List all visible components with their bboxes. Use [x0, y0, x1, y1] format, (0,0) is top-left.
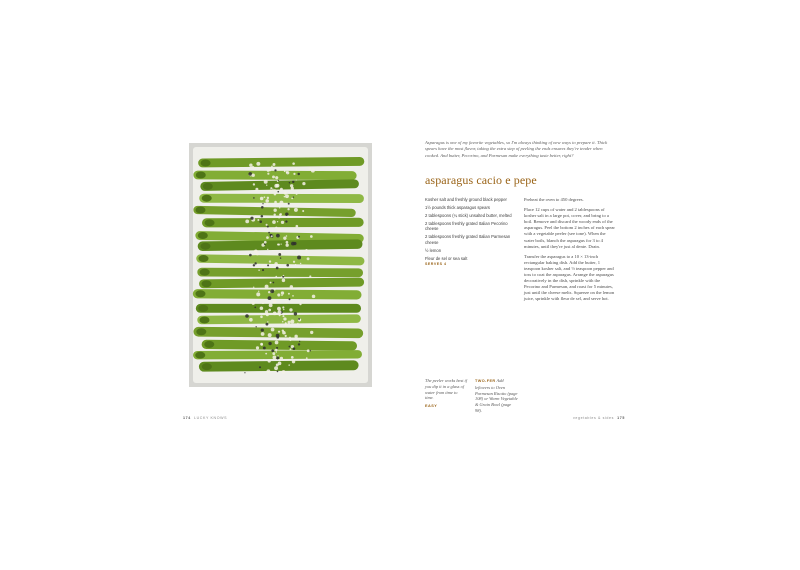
cheese-fleck [284, 196, 286, 198]
cheese-fleck [297, 255, 301, 259]
asparagus-tip [196, 172, 206, 179]
cheese-fleck [273, 311, 277, 315]
cheese-fleck [292, 162, 295, 165]
cheese-fleck [294, 208, 298, 212]
recipe-intro: Asparagus is one of my favorite vegetables, so I'm always thinking of new ways to prepare it. Thick spears have the most flavor, taking the extra step of peeling the ends ensures they're tender when cooked. And butter, Pecorino, and Parmesan make everything taste better, right? [425, 140, 608, 158]
cheese-fleck [271, 166, 273, 168]
cheese-fleck [274, 169, 276, 171]
cheese-fleck [281, 221, 284, 224]
cheese-fleck [292, 295, 294, 297]
cheese-fleck [265, 199, 269, 203]
cheese-fleck [289, 337, 291, 339]
cheese-fleck [289, 339, 291, 341]
asparagus-tip [196, 328, 206, 335]
asparagus-tip [202, 195, 212, 202]
cheese-fleck [295, 168, 297, 170]
cheese-fleck [289, 182, 290, 183]
asparagus-spear [197, 354, 358, 355]
cheese-fleck [276, 234, 280, 238]
cheese-fleck [275, 227, 278, 230]
cheese-fleck [299, 303, 301, 305]
cheese-fleck [275, 349, 278, 352]
cheese-fleck [278, 253, 281, 256]
cheese-fleck [293, 196, 294, 197]
cheese-fleck [291, 242, 295, 246]
cheese-fleck [277, 191, 279, 193]
cheese-fleck [277, 227, 281, 231]
cheese-fleck [276, 267, 279, 270]
cheese-fleck [278, 310, 282, 314]
cheese-fleck [274, 214, 276, 216]
cheese-fleck [281, 295, 282, 296]
asparagus-dish-illustration [189, 143, 372, 387]
cheese-fleck [286, 241, 289, 244]
cheese-fleck [258, 291, 259, 292]
cheese-fleck [256, 346, 259, 349]
ingredient-list [425, 197, 517, 264]
cheese-fleck [261, 206, 264, 209]
cheese-fleck [272, 352, 275, 355]
cheese-fleck [312, 295, 316, 299]
asparagus-photo [189, 143, 372, 387]
cheese-fleck [267, 197, 269, 199]
cheese-fleck [305, 249, 308, 252]
method-step: Transfer the asparagus to a 10 × 13-inch rectangular baking dish. Add the butter, 1 teaspoon kosher salt, and ½ teaspoon pepper and toss to coat the asparagus. Arrange the asparagus decoratively in the dish, sprinkle with the Pecorino and Parmesan, and roast for 5 minutes, just until the cheese melts. Squeeze on the lemon juice, sprinkle with fleur de sel, and serve hot. [524, 253, 615, 302]
cheese-fleck [256, 162, 260, 166]
cheese-fleck [287, 208, 289, 210]
cheese-fleck [253, 183, 255, 185]
asparagus-tip [196, 207, 206, 214]
cheese-fleck [289, 346, 291, 348]
cheese-fleck [244, 372, 245, 373]
cheese-fleck [254, 306, 256, 308]
cheese-fleck [252, 174, 255, 177]
cheese-fleck [269, 303, 273, 307]
cheese-fleck [282, 329, 284, 331]
cheese-fleck [256, 292, 260, 296]
cheese-fleck [267, 173, 269, 175]
peeler-note: The peeler works best if you dip it in a glass of water from time to time. [425, 378, 467, 401]
cheese-fleck [254, 249, 258, 253]
asparagus-tip [198, 305, 208, 312]
cheese-fleck [296, 193, 298, 195]
cheese-fleck [261, 215, 264, 218]
cheese-fleck [278, 216, 280, 218]
asparagus-spear [202, 244, 357, 246]
cheese-fleck [268, 342, 271, 345]
cheese-fleck [264, 313, 266, 315]
cheese-fleck [279, 314, 281, 316]
tip-text: Add leftovers to Oven Parmesan Risotto (page 108) or Warm Vegetable & Grain Bowl (page 98). [475, 378, 518, 413]
cheese-fleck [276, 184, 280, 188]
cheese-fleck [262, 302, 264, 304]
cheese-fleck [275, 276, 277, 278]
cheese-fleck [273, 300, 277, 304]
asparagus-tip [202, 280, 212, 287]
cheese-fleck [283, 317, 286, 320]
cheese-fleck [266, 224, 268, 226]
tip-label: TWO-FER [475, 379, 496, 383]
cheese-fleck [270, 289, 274, 293]
cheese-fleck [282, 276, 284, 278]
cheese-fleck [268, 309, 271, 312]
asparagus-spear [203, 161, 360, 163]
folio-right [573, 416, 625, 420]
cheese-fleck [259, 220, 262, 223]
cheese-fleck [270, 187, 272, 189]
cheese-fleck [250, 217, 253, 220]
cheese-fleck [302, 210, 304, 212]
cheese-fleck [285, 324, 288, 327]
cheese-fleck [288, 321, 291, 324]
cheese-fleck [277, 180, 279, 182]
cheese-fleck [276, 334, 280, 338]
cheese-fleck [280, 357, 283, 360]
cheese-fleck [272, 220, 276, 224]
cheese-fleck [267, 249, 268, 250]
cheese-fleck [273, 209, 276, 212]
cheese-fleck [268, 333, 272, 337]
cheese-fleck [260, 343, 263, 346]
cheese-fleck [276, 356, 279, 359]
cheese-fleck [272, 175, 275, 178]
cheese-fleck [245, 219, 249, 223]
ingredient-item: 2 tablespoons freshly grated Italian Pecorino cheese [425, 221, 508, 232]
cheese-fleck [288, 293, 290, 295]
cheese-fleck [255, 326, 256, 327]
cheese-fleck [285, 335, 287, 337]
asparagus-tip [195, 352, 205, 359]
cheese-fleck [306, 357, 308, 359]
cheese-fleck [262, 203, 263, 204]
cheese-fleck [253, 287, 254, 288]
cheese-fleck [284, 332, 285, 333]
cheese-fleck [265, 285, 269, 289]
cheese-fleck [280, 188, 283, 191]
cheese-fleck [260, 306, 264, 310]
cheese-fleck [274, 262, 277, 265]
cheese-fleck [263, 359, 264, 360]
cheese-fleck [291, 187, 294, 190]
tip-note [475, 378, 519, 414]
cheese-fleck [268, 296, 272, 300]
cheese-fleck [264, 180, 268, 184]
cheese-fleck [282, 306, 284, 308]
cheese-fleck [245, 314, 249, 318]
cheese-fleck [257, 219, 259, 221]
cheese-fleck [269, 169, 272, 172]
page-number-right: 175 [617, 416, 625, 420]
cheese-fleck [275, 176, 278, 179]
cheese-fleck [281, 291, 284, 294]
cheese-fleck [264, 241, 267, 244]
cheese-fleck [283, 309, 284, 310]
cheese-fleck [297, 323, 298, 324]
cheese-fleck [260, 316, 263, 319]
cheese-fleck [308, 167, 311, 170]
asparagus-spear [197, 294, 356, 295]
cheese-fleck [261, 329, 264, 332]
cheese-fleck [284, 170, 286, 172]
page-number-left: 174 [183, 416, 191, 420]
cheese-fleck [289, 298, 291, 300]
serves-label: SERVES 4 [425, 262, 447, 266]
cheese-fleck [274, 289, 275, 290]
cheese-fleck [307, 349, 310, 352]
cheese-fleck [269, 234, 271, 236]
cheese-fleck [285, 301, 288, 304]
cheese-fleck [252, 302, 255, 305]
asparagus-spear [205, 184, 355, 187]
cheese-fleck [280, 257, 281, 258]
cheese-fleck [311, 169, 315, 173]
recipe-method [524, 197, 616, 307]
cheese-fleck [310, 235, 313, 238]
cheese-fleck [294, 312, 297, 315]
asparagus-tip [198, 232, 208, 239]
cheese-fleck [285, 220, 287, 222]
cheese-fleck [264, 196, 266, 198]
cheese-fleck [268, 291, 270, 293]
cheese-fleck [276, 351, 277, 352]
cheese-fleck [271, 328, 275, 332]
cheese-fleck [269, 260, 271, 262]
asparagus-spear [204, 365, 354, 366]
cheese-fleck [300, 263, 301, 264]
cheese-fleck [298, 343, 300, 345]
running-head-left: LUCKY KNOWS [194, 416, 228, 420]
recipe-title: asparagus cacio e pepe [425, 173, 537, 187]
cheese-fleck [259, 366, 261, 368]
ingredient-item: Kosher salt and freshly ground black pepper [425, 197, 507, 202]
method-step: Preheat the oven to 450 degrees. [524, 197, 584, 202]
cheese-fleck [290, 285, 293, 288]
method-step: Place 12 cups of water and 2 tablespoons of kosher salt in a large pot, cover, and bring to a boil. Remove and discard the woody ends of the asparagus. Peel the bottom 2 inches of each spear with a vegetable peeler (see tone). When the water boils, blanch the asparagus for 3 to 4 minutes, until they're just al dente. Drain. [524, 207, 615, 249]
cheese-fleck [264, 243, 266, 245]
cheese-fleck [291, 198, 293, 200]
cheese-fleck [265, 353, 267, 355]
folio-left [183, 416, 227, 420]
cheese-fleck [273, 282, 275, 284]
cheese-fleck [286, 235, 288, 237]
cheese-fleck [288, 364, 289, 365]
cheese-fleck [274, 193, 277, 196]
cheese-fleck [290, 319, 294, 323]
cheese-fleck [269, 250, 271, 252]
cheese-fleck [277, 307, 281, 311]
asparagus-tip [203, 183, 213, 190]
cheese-fleck [297, 173, 299, 175]
asparagus-tip [195, 290, 205, 297]
cheese-fleck [298, 318, 300, 320]
cheese-fleck [254, 262, 256, 264]
cheese-fleck [280, 201, 284, 205]
cheese-fleck [282, 315, 284, 317]
cheese-fleck [293, 173, 295, 175]
cheese-fleck [283, 236, 286, 239]
cheese-fleck [296, 179, 297, 180]
cheese-fleck [266, 184, 267, 185]
cheese-fleck [282, 321, 283, 322]
cheese-fleck [266, 369, 270, 373]
asparagus-tip [200, 243, 210, 250]
cheese-fleck [282, 370, 286, 374]
cheese-fleck [298, 236, 300, 238]
cheese-fleck [310, 331, 313, 334]
ingredient-item: 2 tablespoons freshly grated Italian Parmesan cheese [425, 234, 511, 245]
asparagus-tip [199, 255, 209, 262]
cheese-fleck [278, 331, 280, 333]
cheese-fleck [295, 264, 296, 265]
cheese-fleck [260, 197, 264, 201]
running-head-right: vegetables & sides [573, 416, 614, 420]
cheese-fleck [285, 266, 287, 268]
cheese-fleck [265, 310, 268, 313]
cheese-fleck [288, 203, 290, 205]
cheese-fleck [266, 203, 268, 205]
cheese-fleck [272, 355, 276, 359]
cheese-fleck [270, 282, 272, 284]
cheese-fleck [273, 163, 276, 166]
cheese-fleck [286, 171, 289, 174]
cheese-fleck [279, 207, 280, 208]
asparagus-tip [201, 159, 211, 166]
cheese-fleck [259, 168, 261, 170]
cheese-fleck [292, 181, 294, 183]
cheese-fleck [281, 276, 283, 278]
cheese-fleck [262, 265, 265, 268]
cheese-fleck [286, 244, 289, 247]
asparagus-tip [205, 219, 215, 226]
asparagus-spear [202, 319, 357, 320]
cheese-fleck [272, 230, 273, 231]
cheese-fleck [292, 360, 295, 363]
cheese-fleck [270, 189, 272, 191]
asparagus-tip [202, 363, 212, 370]
cheese-fleck [280, 302, 281, 303]
cheese-fleck [282, 279, 285, 282]
cheese-fleck [291, 356, 294, 359]
cheese-fleck [290, 348, 292, 350]
cheese-fleck [274, 201, 277, 204]
cheese-fleck [259, 269, 260, 270]
cheese-fleck [268, 232, 270, 234]
asparagus-spear [202, 272, 359, 273]
cheese-fleck [268, 359, 271, 362]
cheese-fleck [299, 341, 300, 342]
cheese-fleck [267, 264, 269, 266]
cheese-fleck [278, 362, 282, 366]
cheese-fleck [307, 257, 310, 260]
cheese-fleck [277, 221, 278, 222]
cheese-fleck [249, 254, 252, 257]
asparagus-tip [204, 341, 214, 348]
cheese-fleck [249, 318, 253, 322]
cheese-fleck [309, 275, 311, 277]
ingredient-item: 2 tablespoons (¼ stick) unsalted butter, melted [425, 213, 512, 218]
cheese-fleck [272, 188, 273, 189]
cheese-fleck [275, 341, 279, 345]
cheese-fleck [266, 236, 269, 239]
cheese-fleck [285, 194, 289, 198]
cheese-fleck [249, 164, 252, 167]
cheese-fleck [261, 332, 265, 336]
asparagus-tip [200, 317, 210, 324]
cheese-fleck [277, 371, 279, 373]
cheese-fleck [267, 226, 269, 228]
cheese-fleck [255, 188, 258, 191]
cheese-fleck [274, 366, 278, 370]
cheese-fleck [294, 335, 297, 338]
cheese-fleck [262, 269, 264, 271]
cheese-fleck [286, 264, 289, 267]
cheese-fleck [266, 323, 269, 326]
cheese-fleck [280, 213, 282, 215]
cheese-fleck [289, 308, 292, 311]
ingredient-item: 1½ pounds thick asparagus spears [425, 205, 490, 210]
asparagus-tip [200, 269, 210, 276]
cheese-fleck [277, 293, 280, 296]
asparagus-spear [201, 259, 361, 262]
asparagus-spear [198, 175, 352, 176]
cheese-fleck [284, 192, 287, 195]
cheese-fleck [281, 244, 282, 245]
cheese-fleck [293, 261, 295, 263]
cheese-fleck [267, 206, 268, 207]
cheese-fleck [263, 347, 266, 350]
cheese-fleck [274, 189, 275, 190]
cheese-fleck [267, 321, 268, 322]
cheese-fleck [276, 347, 278, 349]
asparagus-spear [204, 282, 360, 284]
ingredient-item: Fleur de sel or sea salt [425, 255, 468, 261]
cheese-fleck [287, 215, 289, 217]
ingredient-item: ½ lemon [425, 247, 442, 253]
easy-label: EASY [425, 404, 438, 408]
cheese-fleck [253, 197, 255, 199]
cheese-fleck [271, 349, 274, 352]
asparagus-spear [206, 344, 352, 345]
cheese-fleck [266, 313, 269, 316]
cheese-fleck [302, 182, 305, 185]
cheese-fleck [253, 264, 255, 266]
cheese-fleck [278, 243, 280, 245]
cheese-fleck [296, 225, 299, 228]
cheese-fleck [293, 347, 296, 350]
